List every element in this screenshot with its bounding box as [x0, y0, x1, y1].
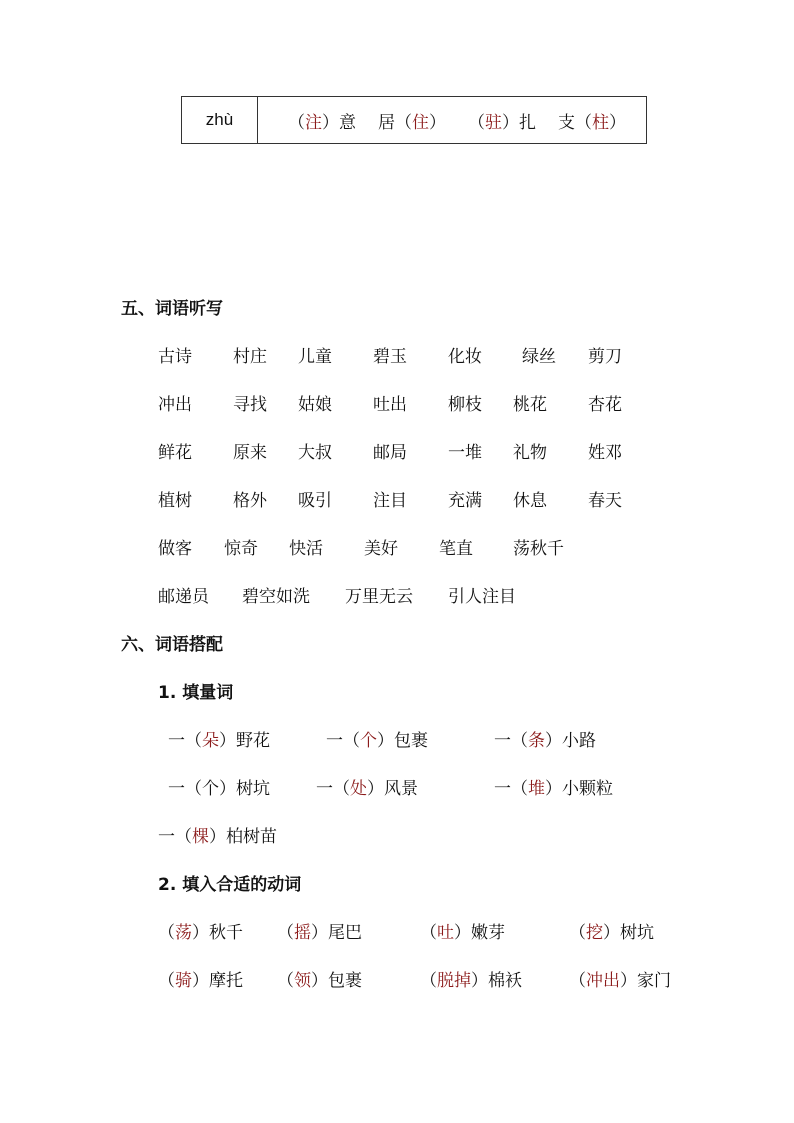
- dictation-word: 桃花: [513, 395, 547, 415]
- answer-char: 个: [202, 779, 219, 799]
- dictation-word: 充满: [448, 491, 482, 511]
- answer-char: 脱掉: [437, 971, 471, 991]
- dictation-word: 寻找: [233, 395, 267, 415]
- dictation-word: 快活: [289, 539, 323, 559]
- dictation-word: 美好: [364, 539, 398, 559]
- dictation-word: 一堆: [448, 443, 482, 463]
- dictation-word: 春天: [588, 491, 622, 511]
- pinyin-word: （驻）扎: [468, 112, 536, 133]
- dictation-word: 村庄: [233, 347, 267, 367]
- section5-title: 五、词语听写: [121, 299, 223, 319]
- verb-item: （吐）嫩芽: [420, 923, 505, 943]
- pinyin-word: 支（柱）: [558, 112, 626, 133]
- dictation-word: 姑娘: [298, 395, 332, 415]
- dictation-word: 休息: [513, 491, 547, 511]
- dictation-word: 做客: [158, 539, 192, 559]
- measure-item: 一（条）小路: [494, 731, 596, 751]
- pinyin-cell: zhù: [182, 97, 258, 143]
- pinyin-table: [181, 96, 647, 144]
- answer-char: 荡: [175, 923, 192, 943]
- measure-item: 一（棵）柏树苗: [158, 827, 277, 847]
- dictation-word: 杏花: [588, 395, 622, 415]
- section6-title: 六、词语搭配: [121, 635, 223, 655]
- dictation-word: 邮递员: [158, 587, 209, 607]
- dictation-word: 植树: [158, 491, 192, 511]
- answer-char: 注: [305, 112, 322, 133]
- dictation-word: 柳枝: [448, 395, 482, 415]
- answer-char: 朵: [202, 731, 219, 751]
- dictation-word: 注目: [373, 491, 407, 511]
- dictation-word: 姓邓: [588, 443, 622, 463]
- dictation-word: 邮局: [373, 443, 407, 463]
- verb-item: （挖）树坑: [569, 923, 654, 943]
- dictation-word: 礼物: [513, 443, 547, 463]
- dictation-word: 格外: [233, 491, 267, 511]
- pinyin-word: （注）意: [288, 112, 356, 133]
- dictation-word: 冲出: [158, 395, 192, 415]
- dictation-word: 荡秋千: [513, 539, 564, 559]
- dictation-word: 笔直: [439, 539, 473, 559]
- dictation-word: 惊奇: [224, 539, 258, 559]
- dictation-word: 古诗: [158, 347, 192, 367]
- answer-char: 柱: [592, 112, 609, 133]
- dictation-word: 吐出: [373, 395, 407, 415]
- pinyin-word: 居（住）: [378, 112, 446, 133]
- answer-char: 堆: [528, 779, 545, 799]
- subsection2-title: 2. 填入合适的动词: [158, 875, 302, 895]
- measure-item: 一（个）包裹: [326, 731, 428, 751]
- answer-char: 领: [294, 971, 311, 991]
- dictation-word: 绿丝: [522, 347, 556, 367]
- measure-item: 一（朵）野花: [168, 731, 270, 751]
- verb-item: （摇）尾巴: [277, 923, 362, 943]
- measure-item: 一（个）树坑: [168, 779, 270, 799]
- dictation-word: 化妆: [448, 347, 482, 367]
- answer-char: 骑: [175, 971, 192, 991]
- dictation-word: 碧玉: [373, 347, 407, 367]
- answer-char: 冲出: [586, 971, 620, 991]
- dictation-word: 原来: [233, 443, 267, 463]
- answer-char: 条: [528, 731, 545, 751]
- dictation-word: 吸引: [298, 491, 332, 511]
- verb-item: （冲出）家门: [569, 971, 671, 991]
- answer-char: 住: [412, 112, 429, 133]
- answer-char: 吐: [437, 923, 454, 943]
- answer-char: 驻: [485, 112, 502, 133]
- answer-char: 摇: [294, 923, 311, 943]
- verb-item: （领）包裹: [277, 971, 362, 991]
- answer-char: 处: [350, 779, 367, 799]
- dictation-word: 儿童: [298, 347, 332, 367]
- measure-item: 一（堆）小颗粒: [494, 779, 613, 799]
- dictation-word: 大叔: [298, 443, 332, 463]
- dictation-word: 碧空如洗: [242, 587, 310, 607]
- answer-char: 个: [360, 731, 377, 751]
- subsection1-title: 1. 填量词: [158, 683, 234, 703]
- verb-item: （骑）摩托: [158, 971, 243, 991]
- dictation-word: 引人注目: [448, 587, 516, 607]
- dictation-word: 万里无云: [345, 587, 413, 607]
- dictation-word: 剪刀: [588, 347, 622, 367]
- dictation-word: 鲜花: [158, 443, 192, 463]
- answer-char: 棵: [192, 827, 209, 847]
- verb-item: （荡）秋千: [158, 923, 243, 943]
- measure-item: 一（处）风景: [316, 779, 418, 799]
- pinyin-words: [258, 97, 646, 143]
- answer-char: 挖: [586, 923, 603, 943]
- verb-item: （脱掉）棉袄: [420, 971, 522, 991]
